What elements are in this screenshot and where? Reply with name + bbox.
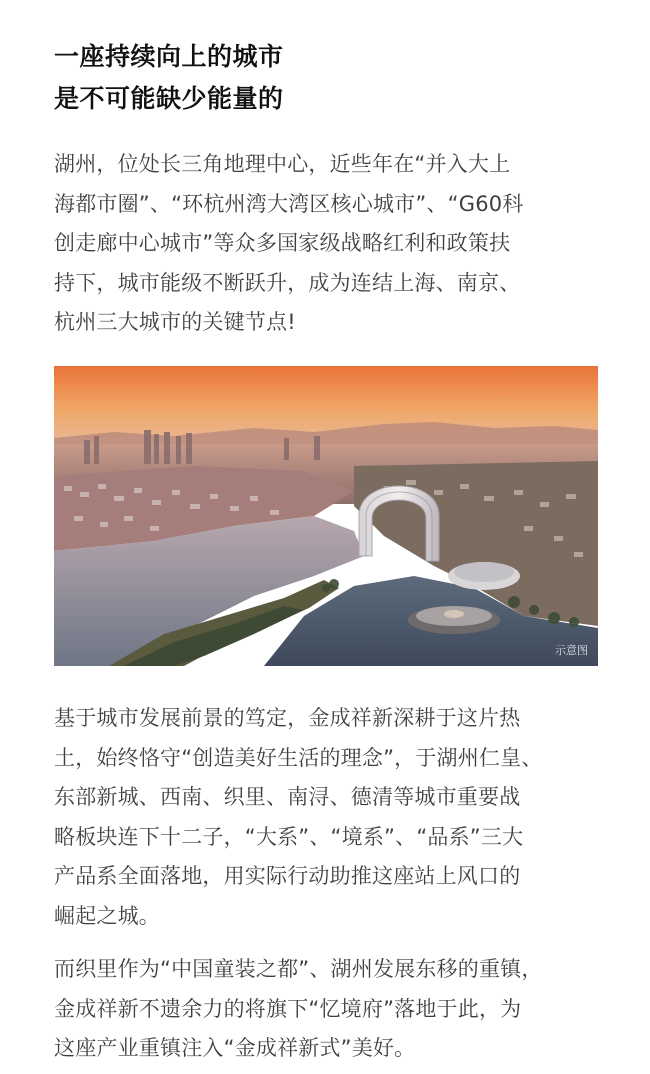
image-watermark: 示意图: [555, 644, 588, 657]
paragraph-line: 这座产业重镇注入“金成祥新式”美好。: [54, 1036, 416, 1061]
paragraph-line: 金成祥新不遗余力的将旗下“忆境府”落地于此，为: [54, 996, 522, 1021]
development-paragraph: [54, 699, 609, 937]
heading-line-1: 一座持续向上的城市: [54, 42, 284, 71]
paragraph-line: 东部新城、西南、织里、南浔、德清等城市重要战: [54, 785, 521, 810]
paragraph-line: 基于城市发展前景的笃定，金成祥新深耕于这片热: [54, 706, 521, 730]
paragraph-line: 杭州三大城市的关键节点!: [54, 310, 296, 335]
paragraph-line: 土，始终恪守“创造美好生活的理念”，于湖州仁皇、: [54, 745, 543, 770]
heading-line-2: 是不可能缺少能量的: [54, 84, 284, 113]
paragraph-line: 产品系全面落地，用实际行动助推这座站上风口的: [54, 864, 521, 889]
city-aerial-illustration: [54, 366, 598, 666]
paragraph-line: 创走廊中心城市”等众多国家级战略红利和政策扶: [54, 231, 511, 256]
intro-paragraph: [54, 145, 609, 343]
paragraph-line: 而织里作为“中国童装之都”、湖州发展东移的重镇，: [54, 957, 543, 981]
paragraph-line: 崛起之城。: [54, 903, 160, 928]
zhili-paragraph: [54, 950, 609, 1069]
paragraph-line: 持下，城市能级不断跃升，成为连结上海、南京、: [54, 270, 521, 295]
paragraph-line: 海都市圈”、“环杭州湾大湾区核心城市”、“G60科: [54, 191, 524, 216]
paragraph-line: 略板块连下十二子，“大系”、“境系”、“品系”三大: [54, 824, 524, 849]
city-aerial-photo: [54, 366, 598, 666]
paragraph-line: 湖州，位处长三角地理中心，近些年在“并入大上: [54, 152, 511, 176]
article-heading: [54, 36, 614, 120]
